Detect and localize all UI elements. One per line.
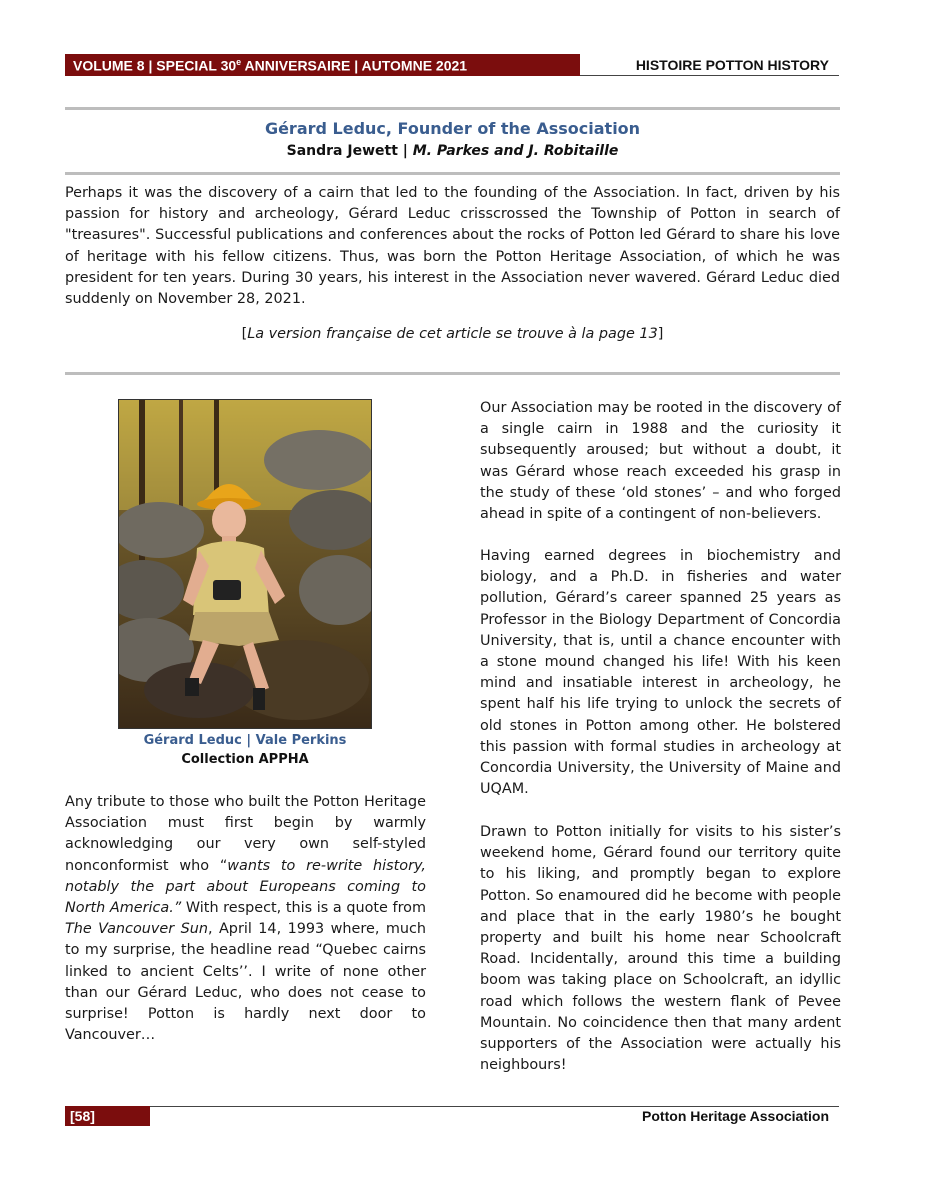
left-column-paragraph: Any tribute to those who built the Potton Heritage Association must first begin by warmly acknowledging our very own self-styled nonconformist who “wants to re-write history, notably the part about Europeans coming to North America.” With respect, this is a quote from The Vancouver Sun, April 14, 1993 where, much to my surprise, the headline read “Quebec cairns linked to ancient Celts’’. I write of none other than our Gérard Leduc, who does not cease to surprise! Potton is hardly next door to Vancouver… (65, 794, 426, 1044)
header-rule (580, 75, 839, 76)
article-byline: Sandra Jewett | M. Parkes and J. Robitaille (286, 143, 619, 159)
publication-name: HISTOIRE POTTON HISTORY (635, 57, 829, 73)
footer-organization: Potton Heritage Association (642, 1108, 829, 1124)
right-column-paragraph-1: Our Association may be rooted in the discovery of a single cairn in 1988 and the curiosity it subsequently aroused; but without a doubt, it was Gérard whose reach exceeded his grasp in the study of these ‘old stones’ – and who forged ahead in spite of a contingent of non-believers. (480, 400, 841, 523)
portrait-photo (118, 399, 372, 729)
right-column-paragraph-2: Having earned degrees in biochemistry and biology, and a Ph.D. in fisheries and water pollution, Gérard’s career spanned 25 years as Professor in the Biology Department of Concordia University, that is, until a chance encounter with a stone mound changed his life! With his keen mind and insatiable interest in archeology, he spent half his life trying to unlock the secrets of old stones in Potton among other. He bolstered this passion with formal studies in archeology at Concordia University, the University of Maine and UQAM. (480, 548, 841, 798)
article-title: Gérard Leduc, Founder of the Association (264, 119, 641, 138)
photo-credit: Collection APPHA (181, 752, 309, 767)
issue-label: VOLUME 8 | SPECIAL 30e ANNIVERSAIRE | AUTOMNE 2021 (73, 57, 468, 74)
photo-caption: Gérard Leduc | Vale Perkins (143, 733, 347, 748)
page-number: [58] (70, 1108, 95, 1124)
footer-rule (150, 1106, 839, 1107)
right-column-paragraph-3: Drawn to Potton initially for visits to his sister’s weekend home, Gérard found our territory quite to his liking, and promptly began to explore Potton. So enamoured did he become with people and place that in the early 1980’s he bought property and built his home near Schoolcraft Road. Incidentally, around this time a building boom was taking place on Schoolcraft, an idyllic road which follows the western flank of Pevee Mountain. No coincidence then that many ardent supporters of the Association were actually his neighbours! (480, 824, 841, 1074)
french-version-note: [La version française de cet article se trouve à la page 13] (241, 326, 664, 342)
divider-intro (65, 372, 840, 375)
divider-top (65, 107, 840, 110)
divider-title (65, 172, 840, 175)
intro-paragraph: Perhaps it was the discovery of a cairn that led to the founding of the Association. In fact, driven by his passion for history and archeology, Gérard Leduc crisscrossed the Township of Potton in search of "treasures". Successful publications and conferences about the rocks of Potton led Gérard to share his love of heritage with his fellow citizens. Thus, was born the Potton Heritage Association, of which he was president for ten years. During 30 years, his interest in the Association never wavered. Gérard Leduc died suddenly on November 28, 2021. (65, 185, 840, 308)
